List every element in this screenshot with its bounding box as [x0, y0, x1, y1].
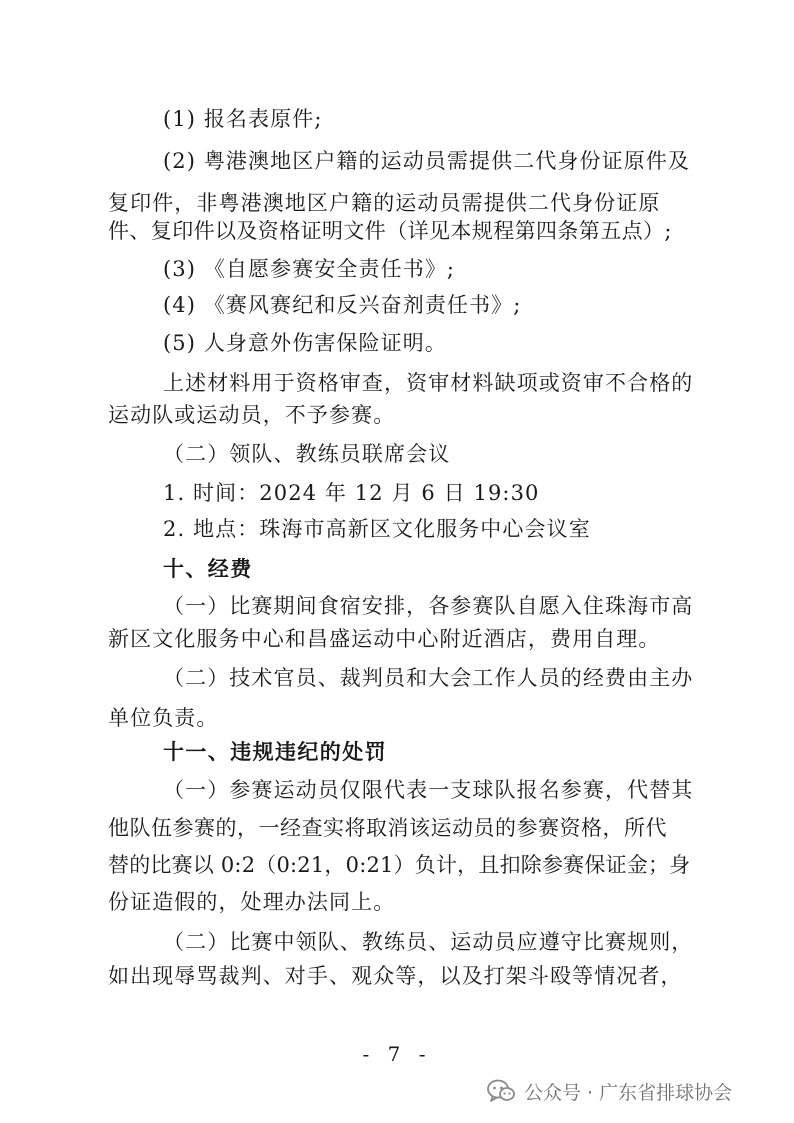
text-line: 1. 时间：2024 年 12 月 6 日 19:30 [163, 481, 540, 505]
text-line: 上述材料用于资格审查，资审材料缺项或资审不合格的 [163, 371, 694, 395]
text-line: (5) 人身意外伤害保险证明。 [163, 331, 447, 355]
page-number: - 7 - [362, 1042, 432, 1066]
text-line: 2. 地点：珠海市高新区文化服务中心会议室 [163, 517, 591, 541]
wechat-icon [486, 1078, 516, 1104]
text-line: （一）参赛运动员仅限代表一支球队报名参赛，代替其 [163, 778, 694, 802]
text-line: 运动队或运动员，不予参赛。 [108, 403, 396, 427]
text-line: 单位负责。 [108, 706, 219, 730]
text-line: 替的比赛以 0:2（0:21，0:21）负计，且扣除参赛保证金；身 [108, 853, 691, 877]
text-line: 他队伍参赛的，一经查实将取消该运动员的参赛资格，所代 [108, 816, 667, 840]
text-line: （二）技术官员、裁判员和大会工作人员的经费由主办 [163, 666, 694, 690]
text-line: 复印件，非粤港澳地区户籍的运动员需提供二代身份证原 [108, 191, 661, 215]
text-line: (2) 粤港澳地区户籍的运动员需提供二代身份证原件及 [163, 149, 691, 173]
wechat-watermark [486, 1076, 732, 1106]
text-line: （二）比赛中领队、教练员、运动员应遵守比赛规则， [163, 930, 694, 954]
text-line: 件、复印件以及资格证明文件（详见本规程第四条第五点）; [108, 219, 672, 243]
text-line: （一）比赛期间食宿安排，各参赛队自愿入住珠海市高 [163, 594, 694, 618]
text-line: 如出现辱骂裁判、对手、观众等，以及打架斗殴等情况者， [108, 964, 683, 988]
section-heading: 十、经费 [163, 557, 253, 581]
text-line: 新区文化服务中心和昌盛运动中心附近酒店，费用自理。 [108, 627, 661, 651]
text-line: (1) 报名表原件; [163, 107, 323, 131]
section-heading: 十一、违规违纪的处罚 [163, 740, 387, 764]
watermark-text: 公众号 · 广东省排球协会 [524, 1081, 733, 1104]
text-line: (3) 《自愿参赛安全责任书》; [163, 257, 456, 281]
text-line: 份证造假的，处理办法同上。 [108, 890, 396, 914]
section-subheading: （二）领队、教练员联席会议 [163, 442, 451, 466]
text-line: (4) 《赛风赛纪和反兴奋剂责任书》; [163, 293, 522, 317]
